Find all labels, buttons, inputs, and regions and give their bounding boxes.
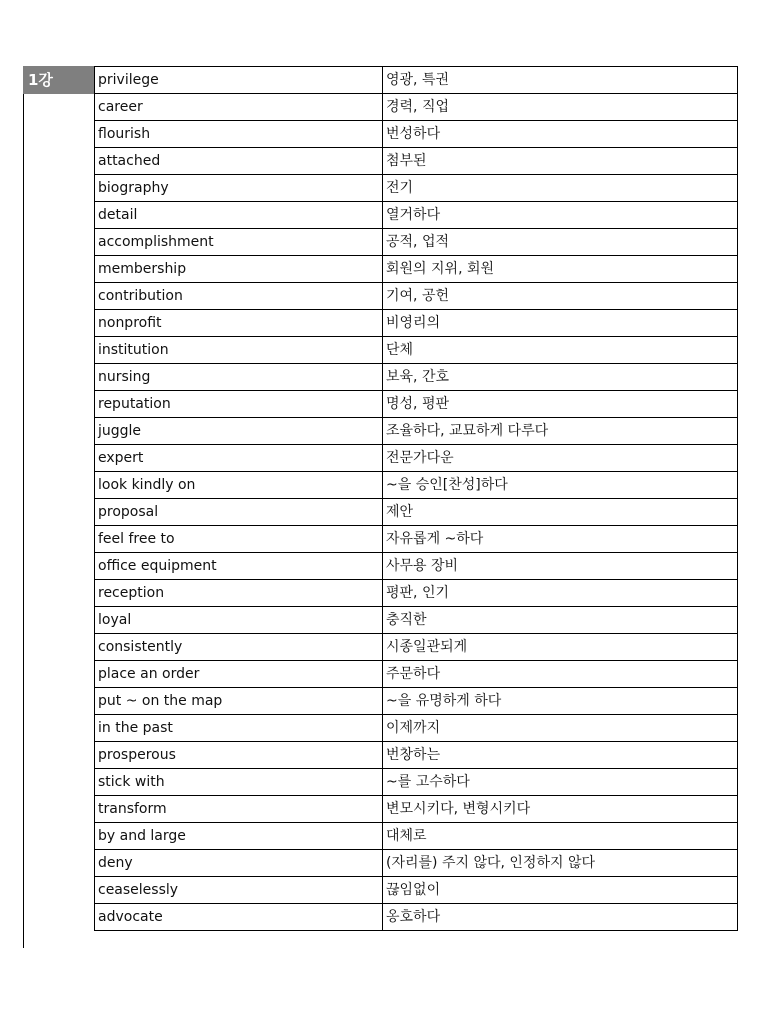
table-row bbox=[95, 850, 738, 877]
table-row bbox=[95, 715, 738, 742]
english-word: put ~ on the map bbox=[95, 688, 383, 715]
table-row bbox=[95, 796, 738, 823]
table-row bbox=[95, 229, 738, 256]
english-word: prosperous bbox=[95, 742, 383, 769]
english-word: reputation bbox=[95, 391, 383, 418]
korean-meaning: 영광, 특권 bbox=[383, 67, 738, 94]
english-word: transform bbox=[95, 796, 383, 823]
english-word: attached bbox=[95, 148, 383, 175]
table-row bbox=[95, 67, 738, 94]
english-word: proposal bbox=[95, 499, 383, 526]
korean-meaning: ~을 승인[찬성]하다 bbox=[383, 472, 738, 499]
korean-meaning: 주문하다 bbox=[383, 661, 738, 688]
korean-meaning: 번성하다 bbox=[383, 121, 738, 148]
korean-meaning: (자리를) 주지 않다, 인정하지 않다 bbox=[383, 850, 738, 877]
table-row bbox=[95, 661, 738, 688]
table-row bbox=[95, 607, 738, 634]
english-word: by and large bbox=[95, 823, 383, 850]
english-word: contribution bbox=[95, 283, 383, 310]
korean-meaning: 전기 bbox=[383, 175, 738, 202]
table-row bbox=[95, 175, 738, 202]
english-word: nursing bbox=[95, 364, 383, 391]
english-word: expert bbox=[95, 445, 383, 472]
english-word: biography bbox=[95, 175, 383, 202]
english-word: deny bbox=[95, 850, 383, 877]
english-word: institution bbox=[95, 337, 383, 364]
english-word: stick with bbox=[95, 769, 383, 796]
english-word: feel free to bbox=[95, 526, 383, 553]
korean-meaning: 끊임없이 bbox=[383, 877, 738, 904]
table-row bbox=[95, 310, 738, 337]
table-row bbox=[95, 526, 738, 553]
korean-meaning: 경력, 직업 bbox=[383, 94, 738, 121]
table-row bbox=[95, 634, 738, 661]
table-row bbox=[95, 688, 738, 715]
korean-meaning: 사무용 장비 bbox=[383, 553, 738, 580]
korean-meaning: 열거하다 bbox=[383, 202, 738, 229]
korean-meaning: 보육, 간호 bbox=[383, 364, 738, 391]
english-word: look kindly on bbox=[95, 472, 383, 499]
korean-meaning: 충직한 bbox=[383, 607, 738, 634]
table-row bbox=[95, 472, 738, 499]
english-word: office equipment bbox=[95, 553, 383, 580]
table-row bbox=[95, 553, 738, 580]
english-word: juggle bbox=[95, 418, 383, 445]
table-row bbox=[95, 364, 738, 391]
table-row bbox=[95, 391, 738, 418]
table-row bbox=[95, 283, 738, 310]
english-word: in the past bbox=[95, 715, 383, 742]
english-word: career bbox=[95, 94, 383, 121]
korean-meaning: 기여, 공헌 bbox=[383, 283, 738, 310]
table-row bbox=[95, 499, 738, 526]
korean-meaning: ~를 고수하다 bbox=[383, 769, 738, 796]
table-row bbox=[95, 202, 738, 229]
lesson-label: 1강 bbox=[23, 66, 95, 94]
korean-meaning: 비영리의 bbox=[383, 310, 738, 337]
lesson-column-border bbox=[23, 94, 24, 948]
table-row bbox=[95, 418, 738, 445]
korean-meaning: 자유롭게 ~하다 bbox=[383, 526, 738, 553]
korean-meaning: 이제까지 bbox=[383, 715, 738, 742]
english-word: detail bbox=[95, 202, 383, 229]
table-row bbox=[95, 580, 738, 607]
table-row bbox=[95, 148, 738, 175]
table-row bbox=[95, 742, 738, 769]
korean-meaning: 대체로 bbox=[383, 823, 738, 850]
english-word: privilege bbox=[95, 67, 383, 94]
korean-meaning: 공적, 업적 bbox=[383, 229, 738, 256]
korean-meaning: 변모시키다, 변형시키다 bbox=[383, 796, 738, 823]
english-word: advocate bbox=[95, 904, 383, 931]
english-word: membership bbox=[95, 256, 383, 283]
korean-meaning: 옹호하다 bbox=[383, 904, 738, 931]
english-word: loyal bbox=[95, 607, 383, 634]
english-word: reception bbox=[95, 580, 383, 607]
english-word: place an order bbox=[95, 661, 383, 688]
korean-meaning: 조율하다, 교묘하게 다루다 bbox=[383, 418, 738, 445]
korean-meaning: 명성, 평판 bbox=[383, 391, 738, 418]
english-word: accomplishment bbox=[95, 229, 383, 256]
korean-meaning: 첨부된 bbox=[383, 148, 738, 175]
korean-meaning: 제안 bbox=[383, 499, 738, 526]
table-row bbox=[95, 256, 738, 283]
table-row bbox=[95, 823, 738, 850]
korean-meaning: 시종일관되게 bbox=[383, 634, 738, 661]
table-row bbox=[95, 904, 738, 931]
korean-meaning: 단체 bbox=[383, 337, 738, 364]
vocabulary-table bbox=[94, 66, 738, 931]
table-row bbox=[95, 337, 738, 364]
table-row bbox=[95, 769, 738, 796]
korean-meaning: 번창하는 bbox=[383, 742, 738, 769]
table-row bbox=[95, 877, 738, 904]
korean-meaning: 전문가다운 bbox=[383, 445, 738, 472]
english-word: nonprofit bbox=[95, 310, 383, 337]
table-row bbox=[95, 94, 738, 121]
english-word: consistently bbox=[95, 634, 383, 661]
korean-meaning: ~을 유명하게 하다 bbox=[383, 688, 738, 715]
table-row bbox=[95, 121, 738, 148]
korean-meaning: 회원의 지위, 회원 bbox=[383, 256, 738, 283]
vocabulary-table-body bbox=[95, 67, 738, 931]
english-word: ceaselessly bbox=[95, 877, 383, 904]
korean-meaning: 평판, 인기 bbox=[383, 580, 738, 607]
english-word: flourish bbox=[95, 121, 383, 148]
table-row bbox=[95, 445, 738, 472]
